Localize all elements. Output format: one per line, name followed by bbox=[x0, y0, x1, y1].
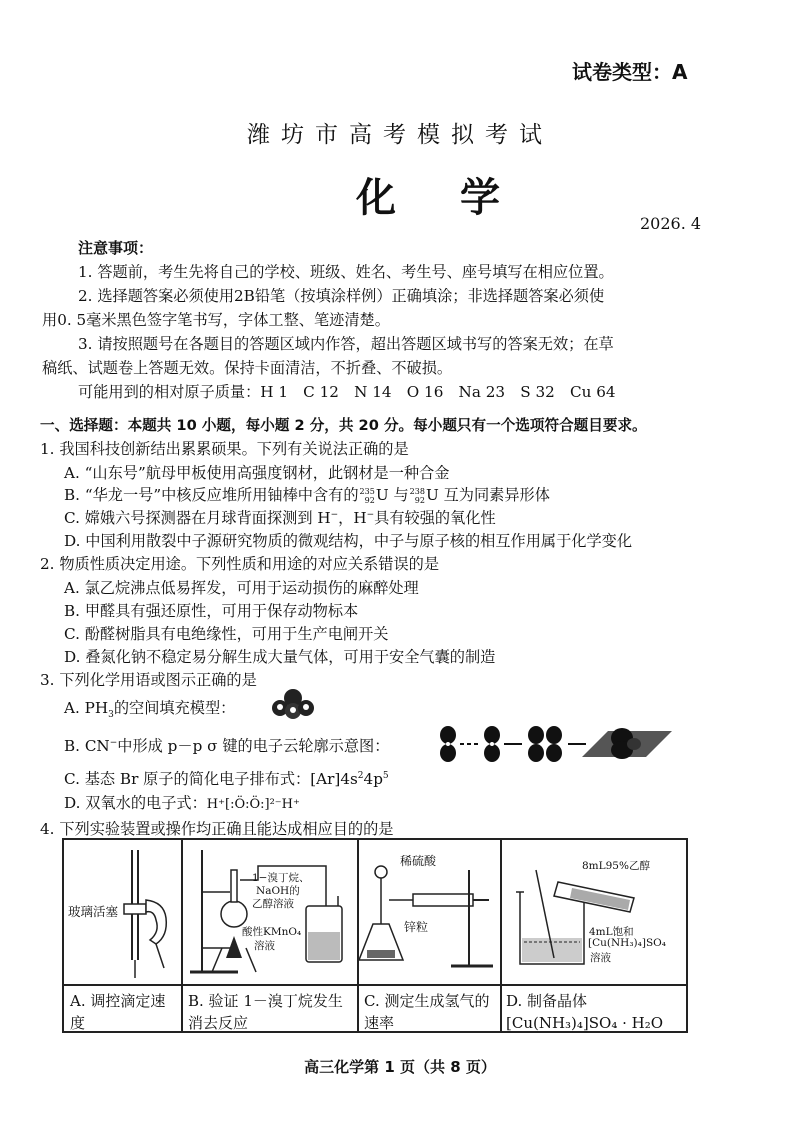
q4-stem: 4. 下列实验装置或操作均正确且能达成相应目的的是 bbox=[40, 820, 394, 838]
notice-line-3: 用0. 5毫米黑色签字笔书写，字体工整、笔迹清楚。 bbox=[42, 311, 390, 329]
figure-c-label-1: 稀硫酸 bbox=[400, 854, 437, 868]
ph3-space-filling-model-icon bbox=[268, 687, 318, 721]
q2-option-d: D. 叠氮化钠不稳定易分解生成大量气体，可用于安全气囊的制造 bbox=[64, 648, 496, 666]
notice-line-4: 3. 请按照题号在各题目的答题区域内作答，超出答题区域书写的答案无效；在草 bbox=[78, 335, 614, 353]
q3-option-d: D. 双氧水的电子式：H⁺[:Ö:Ö:]²⁻H⁺ bbox=[64, 794, 300, 812]
figure-c-label-2: 锌粒 bbox=[404, 920, 429, 934]
figure-b-label-2: NaOH的 bbox=[256, 885, 300, 897]
exam-date: 2026. 4 bbox=[640, 214, 702, 233]
q4-option-a: A. 调控滴定速度 bbox=[70, 992, 166, 1032]
subject-title: 化学 bbox=[356, 175, 564, 221]
q2-stem: 2. 物质性质决定用途。下列性质和用途的对应关系错误的是 bbox=[40, 555, 440, 573]
notice-heading: 注意事项： bbox=[78, 239, 154, 257]
paper-type: 试卷类型：A bbox=[572, 60, 688, 84]
figure-b-label-3: 乙醇溶液 bbox=[252, 898, 294, 910]
figure-b-label-5: 溶液 bbox=[254, 940, 275, 952]
notice-line-1: 1. 答题前，考生先将自己的学校、班级、姓名、考生号、座号填写在相应位置。 bbox=[78, 263, 614, 281]
atomic-mass-line: 可能用到的相对原子质量：H 1 C 12 N 14 O 16 Na 23 S 32 Cu 64 bbox=[78, 383, 616, 401]
notice-line-2: 2. 选择题答案必须使用2B铅笔（按填涂样例）正确填涂；非选择题答案必须使 bbox=[78, 287, 605, 305]
q3-option-b: B. CN−中形成 p－p σ 键的电子云轮廓示意图： bbox=[64, 737, 390, 755]
page-footer: 高三化学第 1 页（共 8 页） bbox=[304, 1058, 496, 1076]
q1-stem: 1. 我国科技创新结出累累硕果。下列有关说法正确的是 bbox=[40, 440, 409, 458]
figure-d-label-4: 溶液 bbox=[590, 952, 611, 964]
exam-title: 潍坊市高考模拟考试 bbox=[247, 122, 553, 148]
q1-option-c: C. 嫦娥六号探测器在月球背面探测到 H−，H−具有较强的氧化性 bbox=[64, 509, 496, 527]
figure-d-label-3: [Cu(NH₃)₄]SO₄ bbox=[588, 937, 666, 949]
q2-option-c: C. 酚醛树脂具有电绝缘性，可用于生产电闸开关 bbox=[64, 625, 389, 643]
notice-line-5: 稿纸、试题卷上答题无效。保持卡面清洁，不折叠、不破损。 bbox=[42, 359, 453, 377]
q3-stem: 3. 下列化学用语或图示正确的是 bbox=[40, 671, 257, 689]
figure-b-label-4: 酸性KMnO₄ bbox=[242, 926, 302, 938]
q1-option-b: B. “华龙一号”中核反应堆所用铀棒中含有的235 92U 与238 92U 互为同素异形体 bbox=[64, 486, 550, 505]
elimination-reaction-apparatus-figure bbox=[182, 840, 357, 984]
q4-option-d: D. 制备晶体 [Cu(NH₃)₄]SO₄ · H₂O bbox=[506, 992, 664, 1032]
q3-option-c: C. 基态 Br 原子的简化电子排布式：$[Ar]4s^24p^5$ bbox=[64, 770, 389, 788]
q1-option-d: D. 中国利用散裂中子源研究物质的微观结构，中子与原子核的相互作用属于化学变化 bbox=[64, 532, 633, 550]
figure-d-label-2: 4mL饱和 bbox=[589, 926, 634, 938]
figure-a-label: 玻璃活塞 bbox=[68, 904, 119, 919]
section-heading: 一、选择题：本题共 10 小题，每小题 2 分，共 20 分。每小题只有一个选项符合题目要求。 bbox=[40, 417, 647, 434]
q1-option-a: A. “山东号”航母甲板使用高强度钢材，此钢材是一种合金 bbox=[64, 464, 450, 482]
q4-option-b: B. 验证 1－溴丁烷发生消去反应 bbox=[188, 992, 343, 1032]
apparatus-table bbox=[62, 838, 688, 1033]
q3-option-a: A. $PH_3$的空间填充模型： bbox=[64, 699, 236, 721]
q2-option-a: A. 氯乙烷沸点低易挥发，可用于运动损伤的麻醉处理 bbox=[64, 579, 419, 597]
q4-option-c: C. 测定生成氢气的速率 bbox=[364, 992, 490, 1032]
figure-d-label-1: 8mL95%乙醇 bbox=[582, 860, 650, 872]
figure-b-label-1: 1−溴丁烷、 bbox=[252, 872, 310, 884]
p-p-sigma-bond-orbital-diagram-icon bbox=[432, 723, 712, 765]
q2-option-b: B. 甲醛具有强还原性，可用于保存动物标本 bbox=[64, 602, 359, 620]
